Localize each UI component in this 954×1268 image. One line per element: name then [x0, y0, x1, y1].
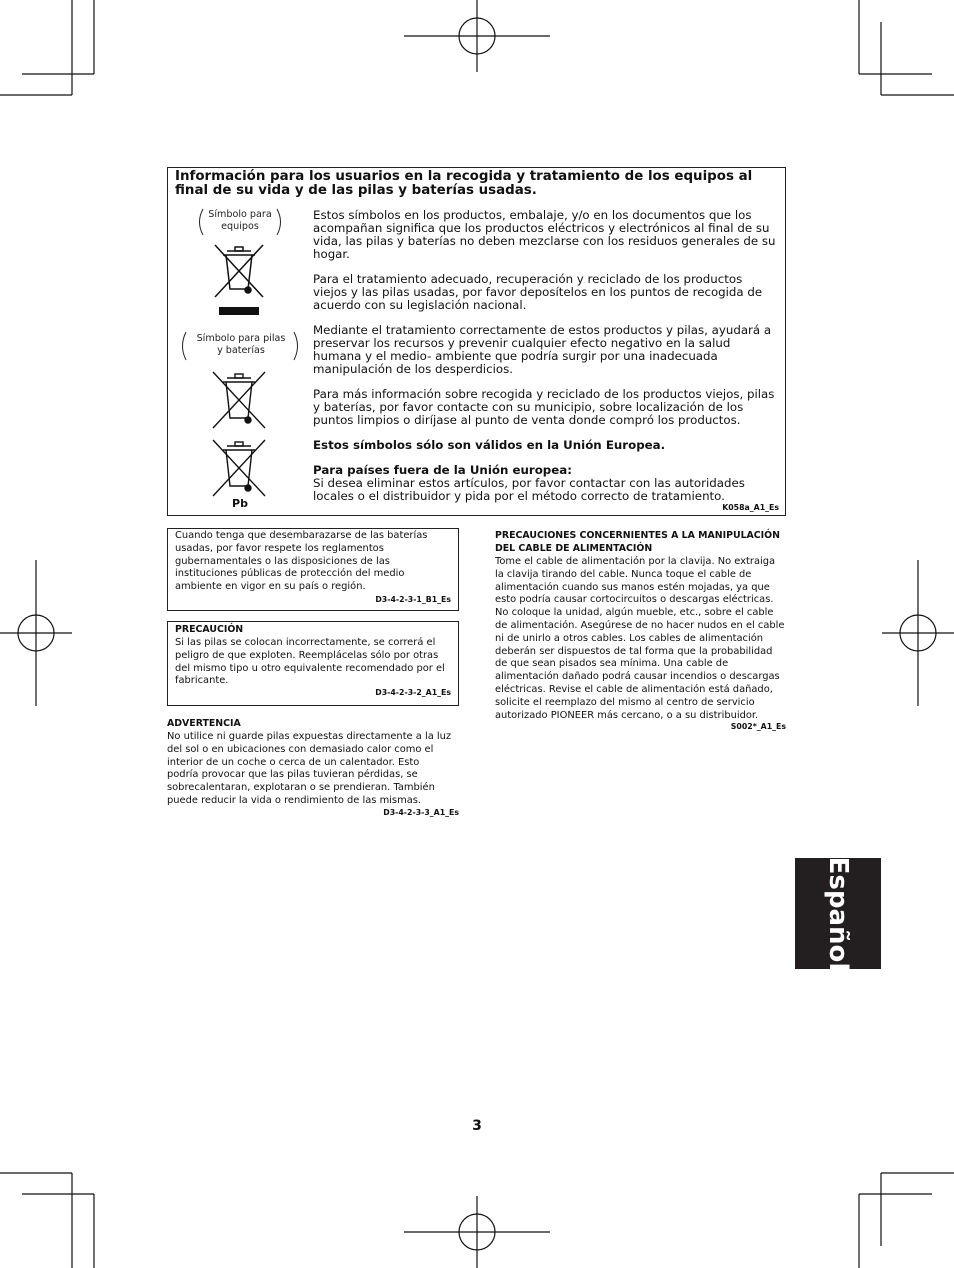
equipment-symbol-label: Símbolo para equipos — [208, 209, 272, 232]
info-paragraph: Estos símbolos en los productos, embalaje, y/o en los documentos que los acompañan significa que los productos eléctricos y electrónicos al final de su vida, las pilas y baterías no deben mezclarse con los residuos generales de su hogar. — [313, 208, 776, 261]
info-paragraph: Para el tratamiento adecuado, recuperación y reciclado de los productos viejos y las pilas usadas, por favor deposítelos en los puntos de recogida de acuerdo con su legislación nacional. — [313, 272, 763, 312]
power-cord-code: S002*_A1_Es — [730, 722, 786, 731]
battery-disposal-code: D3-4-2-3-1_B1_Es — [375, 595, 451, 604]
power-cord-text: Tome el cable de alimentación por la clavija. No extraiga la clavija tirando del cable. Nunca toque el cable de alimentación cuando sus manos estén mojadas, ya que esto podría causar cortocircuitos o descargas eléctricas. No coloque la unidad, algún mueble, etc., sobre el cable de alimentación. Asegúrese de no hacer nudos en el cable ni de unirlo a otros cables. Los cables de alimentación deberán ser dispuestos de tal forma que la probabilidad de que sean pisados sea mínima. Una cable de alimentación dañado podrá causar incendios o descargas eléctricas. Revise el cable de alimentación está dañado, solicite el reemplazo del mismo al centro de servicio autorizado PIONEER más cercano, o a su distribuidor. — [495, 556, 785, 721]
warning-heading: ADVERTENCIA — [167, 718, 241, 729]
page-number: 3 — [472, 1118, 482, 1134]
caution-code: D3-4-2-3-2_A1_Es — [375, 688, 451, 697]
caution-heading: PRECAUCIÓN — [175, 624, 244, 635]
crossed-wheelie-bin-icon — [209, 438, 269, 498]
caution-text: Si las pilas se colocan incorrectamente, se correrá el peligro de que exploten. Reemplácelas sólo por otras del mismo tipo u otro equivalente recomendado por el fabricante. — [175, 637, 445, 687]
battery-disposal-text: Cuando tenga que desembarazarse de las baterías usadas, por favor respete los reglamentos gubernamentales o las disposiciones de las instituciones públicas de protección del medio ambiente en vigor en su país o región. — [175, 530, 428, 593]
crossed-wheelie-bin-icon — [209, 370, 269, 430]
pb-label: Pb — [232, 497, 248, 510]
warning-code: D3-4-2-3-3_A1_Es — [383, 808, 459, 817]
info-code: K058a_A1_Es — [722, 503, 779, 512]
eu-only-note: Estos símbolos sólo son válidos en la Unión Europea. — [313, 438, 666, 452]
language-tab-label: Español — [823, 856, 853, 971]
info-paragraph: Para más información sobre recogida y reciclado de los productos viejos, pilas y baterías, por favor contacte con su municipio, sobre localización de los puntos limpios o diríjase al punto de venta donde compró los productos. — [313, 387, 775, 427]
outside-eu-text: Si desea eliminar estos artículos, por favor contactar con las autoridades locales o el distribuidor y pida por el método correcto de tratamiento. — [313, 476, 745, 503]
crossed-wheelie-bin-icon — [209, 241, 269, 319]
info-paragraph: Mediante el tratamiento correctamente de estos productos y pilas, ayudará a preservar los recursos y prevenir cualquier efecto negativo en la salud humana y el medio- ambiente que podría surgir por una inadecuada manipulación de los desperdicios. — [313, 323, 772, 376]
language-tab — [795, 858, 881, 969]
power-cord-heading: PRECAUCIONES CONCERNIENTES A LA MANIPULACIÓN DEL CABLE DE ALIMENTACIÓN — [495, 530, 780, 554]
batteries-symbol-label: Símbolo para pilas y baterías — [196, 333, 286, 356]
warning-text: No utilice ni guarde pilas expuestas directamente a la luz del sol o en ubicaciones con demasiado calor como el interior de un coche o cerca de un calentador. Esto podría provocar que las pilas tuvieran pérdidas, se sobrecalentaran, explotaran o se prendieran. También puede reducir la vida o rendimiento de las mismas. — [167, 731, 452, 806]
section-title: Información para los usuarios en la recogida y tratamiento de los equipos al final de su vida y de las pilas y baterías usadas. — [175, 169, 753, 198]
outside-eu-heading: Para países fuera de la Unión europea: — [313, 463, 572, 477]
